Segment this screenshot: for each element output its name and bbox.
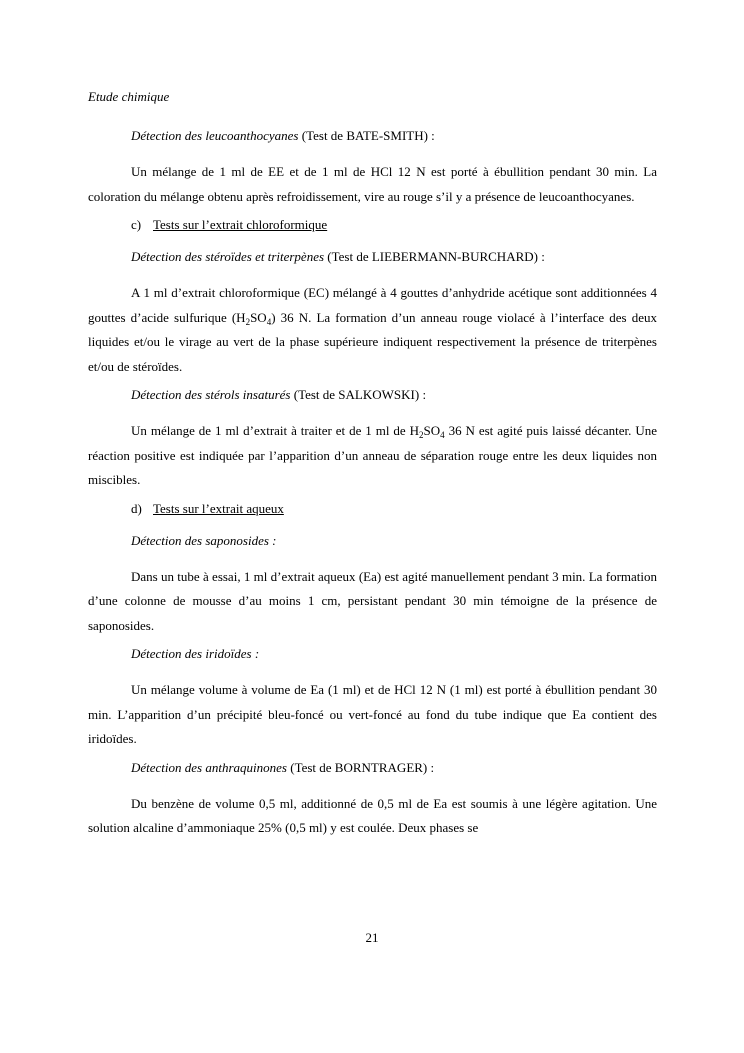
paragraph-iridoides: Un mélange volume à volume de Ea (1 ml) et de HCl 12 N (1 ml) est porté à ébullition pendant 30 min. L’apparition d’un précipité bleu-foncé ou vert-foncé au fond du tube indique que Ea contient des iridoïdes. bbox=[88, 682, 657, 746]
text-fragment: SO bbox=[250, 309, 267, 325]
heading-title: Détection des iridoïdes : bbox=[131, 646, 260, 661]
heading-suffix: (Test de LIEBERMANN-BURCHARD) : bbox=[324, 249, 545, 264]
subheading-label: Tests sur l’extrait chloroformique bbox=[153, 217, 328, 232]
paragraph-steroides bbox=[88, 281, 657, 379]
text-fragment: A 1 ml d’extrait chloroformique (EC) mélangé à 4 gouttes d’anhydride acétique sont additionnées 4 gouttes d’acide sulfurique (H bbox=[88, 285, 657, 325]
heading-suffix: (Test de BORNTRAGER) : bbox=[286, 759, 435, 775]
heading-title: Détection des stérols insaturés bbox=[131, 387, 291, 402]
subscript: 2 bbox=[419, 430, 424, 440]
running-head: Etude chimique bbox=[88, 89, 170, 104]
subscript: 4 bbox=[440, 430, 445, 440]
text-fragment: SO bbox=[423, 423, 441, 438]
subheading-aqueous bbox=[131, 501, 657, 517]
subheading-label: Tests sur l’extrait aqueux bbox=[153, 500, 284, 516]
heading-sterols bbox=[131, 387, 657, 403]
paragraph-sterols bbox=[88, 419, 657, 493]
page-content bbox=[88, 89, 657, 849]
paragraph-leucoanthocyanes: Un mélange de 1 ml de EE et de 1 ml de HCl 12 N est porté à ébullition pendant 30 min. La coloration du mélange obtenu après refroidissement, vire au rouge s’il y a présence de leucoanthocyanes. bbox=[88, 164, 657, 204]
subheading-chloroform bbox=[131, 217, 657, 233]
subscript: 4 bbox=[266, 316, 272, 327]
paragraph-anthraquinones: Du benzène de volume 0,5 ml, additionné de 0,5 ml de Ea est soumis à une légère agitation. Une solution alcaline d’ammoniaque 25% (0,5 ml) y est coulée. Deux phases se bbox=[88, 795, 657, 835]
heading-leucoanthocyanes bbox=[131, 128, 657, 144]
heading-suffix: (Test de BATE-SMITH) : bbox=[298, 128, 435, 143]
subscript: 2 bbox=[245, 316, 251, 327]
heading-saponosides bbox=[131, 533, 657, 549]
text-fragment: Un mélange de 1 ml d’extrait à traiter et de 1 ml de H bbox=[131, 423, 419, 438]
subheading-marker: d) bbox=[131, 500, 142, 516]
subheading-marker: c) bbox=[131, 217, 142, 232]
page-number: 21 bbox=[365, 930, 379, 945]
text-fragment: 36 N est agité puis laissé décanter. Une réaction positive est indiquée par l’apparition d’un anneau de séparation rouge entre les deux liquides non miscibles. bbox=[88, 423, 657, 487]
heading-iridoides bbox=[131, 646, 657, 662]
heading-title: Détection des saponosides : bbox=[131, 532, 277, 548]
text-fragment: ) 36 N. La formation d’un anneau rouge violacé à l’interface des deux liquides et/ou le virage au vert de la phase supérieure indiquent respectivement la présence de triterpènes et/ou de stéroïdes. bbox=[88, 309, 657, 374]
heading-anthraquinones bbox=[131, 760, 657, 776]
heading-title: Détection des anthraquinones bbox=[131, 759, 287, 775]
heading-suffix: (Test de SALKOWSKI) : bbox=[290, 387, 427, 402]
heading-steroides bbox=[131, 249, 657, 265]
heading-title: Détection des leucoanthocyanes bbox=[131, 128, 299, 143]
heading-title: Détection des stéroïdes et triterpènes bbox=[131, 249, 325, 264]
paragraph-saponosides: Dans un tube à essai, 1 ml d’extrait aqueux (Ea) est agité manuellement pendant 3 min. La formation d’une colonne de mousse d’au moins 1 cm, persistant pendant 30 min témoigne de la présence de saponosides. bbox=[88, 568, 657, 633]
